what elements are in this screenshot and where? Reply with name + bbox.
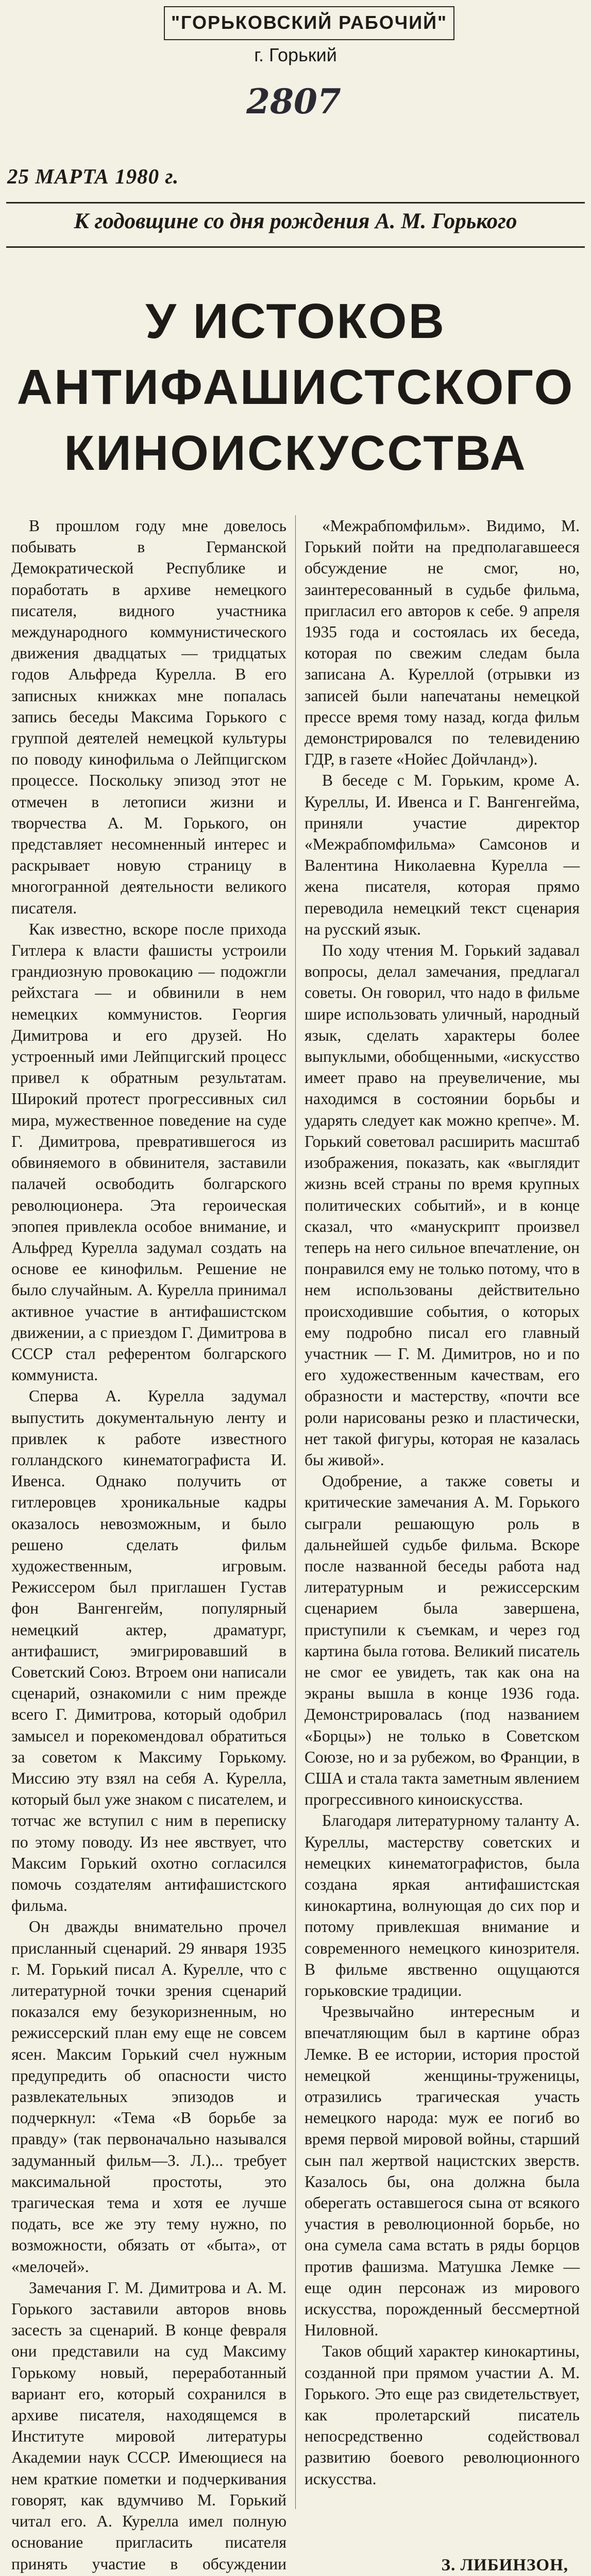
paragraph: Замечания Г. М. Димитрова и А. М. Горького заставили авторов вновь засесть за сценарий. В конце февраля они представили на суд Максиму Горькому новый, переработанный вариант его, который сохранился в архиве писателя, находящемся в Институте мировой литературы Академии наук СССР. Имеющиеся на нем краткие пометки и подчеркивания говорят, как вдумчиво М. Горький читал его. А. Курелла имел полную основание пригласить писателя принять участие в обсуждении bbox=[11, 2278, 286, 2573]
headline bbox=[0, 289, 591, 486]
headline-line-1: У ИСТОКОВ bbox=[145, 294, 446, 349]
paragraph: В прошлом году мне довелось побывать в Германской Демократической Республике и поработать в архиве немецкого писателя, видного участника международного коммунистического движения двадцатых — тридцатых годов Альфреда Курелла. В его записных книжках мне попалась запись беседы Максима Горького с группой деятелей немецкой культуры по поводу кинофильма о Лейпцигском процессе. Поскольку эпизод этот не отмечен в летописи жизни и творчества А. М. Горького, он представляет несомненный интерес и раскрывает новую страницу в многогранной деятельности великого писателя. bbox=[11, 517, 286, 917]
handwritten-archive-number: 2807 bbox=[246, 81, 341, 122]
paragraph: Одобрение, а также советы и критические замечания А. М. Горького сыграли решающую роль в дальнейшей судьбе фильма. Вскоре после названной беседы работа над литературным и режиссерским сценарием была завершена, приступили к съемкам, и через год картина была готова. Великий писатель не смог ее увидеть, так как она на экраны вышла в конце 1936 года. Демонстрировалась (под названием «Борцы») не только в Советском Союзе, но и за рубежом, во Франции, в США и стала такта заметным явлением прогрессивного киноискусства. bbox=[305, 1472, 580, 1809]
publication-date: 25 МАРТА 1980 г. bbox=[7, 164, 179, 188]
city-stamp: г. Горький bbox=[254, 44, 337, 65]
rule-bottom bbox=[6, 246, 585, 248]
rubric: К годовщине со дня рождения А. М. Горького bbox=[74, 209, 517, 233]
headline-line-2: АНТИФАШИСТСКОГО bbox=[16, 360, 575, 415]
paragraph: Как известно, вскоре после прихода Гитлера к власти фашисты устроили грандиозную провокацию — подожгли рейхстага — и обвинили в нем немецких коммунистов. Георгия Димитрова и его друзей. Но устроенный ими Лейпцигский процесс привел к обратным результатам. Широкий протест прогрессивных сил мира, мужественное поведение на суде Г. Димитрова, превратившегося из обвиняемого в обвинителя, заставили палачей освободить болгарского революционера. Эта героическая эпопея привлекла особое внимание, и Альфред Курелла задумал создать на основе ее кинофильм. Решение не было случайным. А. Курелла принимал активное участие в антифашистском движении, а с приездом Г. Димитрова в СССР стал референтом болгарского коммуниста. bbox=[11, 920, 286, 1384]
column-divider bbox=[295, 515, 296, 2509]
headline-line-3: КИНОИСКУССТВА bbox=[64, 426, 527, 481]
paragraph: Таков общий характер кинокартины, созданной при прямом участии А. М. Горького. Это еще раз свидетельствует, как пролетарский писатель непосредственно содействовал развитию боевого революционного искусства. bbox=[305, 2342, 580, 2488]
newspaper-stamp bbox=[164, 6, 454, 40]
paragraph: «Межрабпомфильм». Видимо, М. Горький пойти на предполагавшееся обсуждение не смог, но, заинтересованный в судьбе фильма, пригласил его авторов к себе. 9 апреля 1935 года и состоялась их беседа, которая по свежим следам была записана А. Куреллой (отрывки из записей были напечатаны немецкой прессе время тому назад, когда фильм демонстрировался по телевидению ГДР, в газете «Нойес Дойчланд»). bbox=[305, 517, 580, 769]
paragraph: По ходу чтения М. Горький задавал вопросы, делал замечания, предлагал советы. Он говорил, что надо в фильме шире использовать уличный, народный язык, сделать характеры более выпуклыми, обобщенными, «искусство имеет право на преувеличение, мы находимся в состоянии борьбы и ударять следует как можно крепче». М. Горький советовал расширить масштаб изображения, показать, как «выглядит жизнь всей страны по время крупных политических событий», и в конце сказал, что «манускрипт произвел теперь на него сильное впечатление, он понравился ему не только потому, что в нем использованы действительно происходившие события, о которых ему подробно писал его главный участник — Г. М. Димитров, но и по его художественным качествам, его образности и мастерству, «почти все роли нарисованы резко и пластически, нет такой фигуры, которая не казалась бы живой». bbox=[305, 941, 580, 1469]
paragraph: Сперва А. Курелла задумал выпустить документальную ленту и привлек к работе известного голландского кинематографиста И. Ивенса. Однако получить от гитлеровцев хроникальные кадры оказалось невозможным, и было решено сделать фильм художественным, игровым. Режиссером был приглашен Густав фон Вангенгейм, популярный немецкий актер, драматург, антифашист, эмигрировавший в Советский Союз. Втроем они написали сценарий, ознакомили с ним прежде всего Г. Димитрова, который одобрил замысел и порекомендовал обратиться за советом к Максиму Горькому. Миссию эту взял на себя А. Курелла, который был уже знаком с писателем, и тотчас же вступил с ним в переписку по этому поводу. Из нее явствует, что Максим Горький охотно согласился помочь создателям антифашистского фильма. bbox=[11, 1387, 286, 1915]
newspaper-name: "ГОРЬКОВСКИЙ РАБОЧИЙ" bbox=[171, 12, 448, 33]
author-name: З. ЛИБИНЗОН, bbox=[441, 2556, 568, 2574]
rule-top bbox=[6, 202, 585, 204]
paragraph: Чрезвычайно интересным и впечатляющим был в картине образ Лемке. В ее истории, история простой немецкой женщины-труженицы, отразились трагическая участь немецкого народа: муж ее погиб во время первой мировой войны, старший сын пал жертвой нацистских зверств. Казалось бы, она должна была оберегать оставшегося сына от всякого участия в революционной борьбе, но она сумела сама встать в ряды борцов против фашизма. Матушка Лемке — еще один персонаж из мирового искусства, порожденный бессмертной Ниловной. bbox=[305, 2003, 580, 2340]
paragraph: Благодаря литературному таланту А. Куреллы, мастерству советских и немецких кинематографистов, была создана яркая антифашистская кинокартина, волнующая до сих пор и потому привлекшая внимание и современного немецкого кинозрителя. В фильме явственно ощущаются горьковские традиции. bbox=[305, 1811, 580, 2000]
right-column bbox=[305, 515, 580, 2509]
paragraph: Он дважды внимательно прочел присланный сценарий. 29 января 1935 г. М. Горький писал А. Курелле, что с литературной точки зрения сценарий показался ему безукоризненным, но режиссерский план ему еще не совсем ясен. Максим Горький счел нужным предупредить об опасности чисто развлекательных эпизодов и подчеркнул: «Тема «В борьбе за правду» (так первоначально назывался задуманный фильм—З. Л.)... требует максимальной простоты, это трагическая тема и хотя ее лучше подать, все же эту тему нужно, по возможности, обязать от «быта», от «мелочей». bbox=[11, 1918, 286, 2276]
author-signature bbox=[293, 2555, 580, 2576]
left-column bbox=[11, 515, 286, 2573]
paragraph: В беседе с М. Горьким, кроме А. Куреллы, И. Ивенса и Г. Вангенгейма, приняли участие директор «Межрабпомфильма» Самсонов и Валентина Николаевна Курелла — жена писателя, которая прямо переводила немецкий текст сценария на русский язык. bbox=[305, 771, 580, 938]
